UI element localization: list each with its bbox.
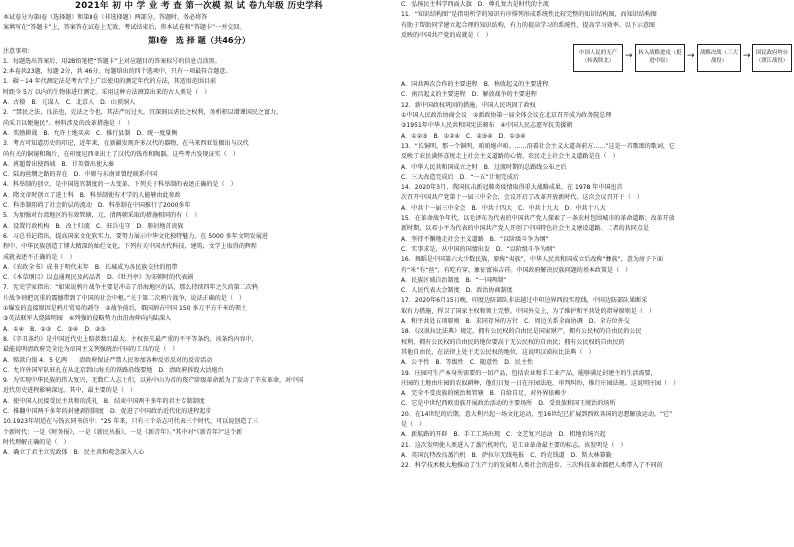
arrow-icon: → — [687, 51, 695, 62]
question-text-line: C．陆海丝绸之路的存在 D．中原与东南亚曾经联系中国 — [3, 171, 158, 179]
question-text-line: A．和平共处五项原则 B．求同存异的方针 C．周边关系全面协调 D．全方位外交 — [401, 318, 630, 326]
question-text-line: 有“米”有“丝”，有吃有穿，象征富裕吉祥。中国政府解决民族问题的基本政策是（ ） — [401, 266, 632, 274]
question-text-line: 8．《辛丑条约》是中国近代史上赔款数目最大、主权丧失最严重的不平等条约。该条约内容中， — [3, 335, 258, 343]
question-text-line: 个新时代：一是《时务报》，一是《新民丛报》，一是《新青年》。”其中对“《新青年》”这个新 — [3, 428, 243, 436]
question-text-line: 有助于帮助同学建立起合理的知识结构，有力的提高学习的系统性，提高学习效率。以下示意图 — [401, 21, 655, 29]
right-question-list-mid — [401, 80, 793, 471]
question-text-line: 时代理解正确的是（ ） — [3, 438, 70, 446]
question-text-line: 22．科学技术极大地推动了生产力的发展和人类社会的进步。三次科技革命都把人类带入了不同的 — [401, 462, 663, 470]
diagram-box: 战略决战（三大战役） — [697, 44, 741, 72]
question-text-line: 反映的中国共产党的成就是（ ） — [401, 31, 492, 39]
question-text-line: C．它是中世纪西欧贵族开展政治活动的主要场所 D．受贵族和国王统治的场所 — [401, 400, 616, 408]
question-text-line: C．弘扬民主科学西面大旗 D．尊孔复古是时代的主流 — [401, 1, 549, 8]
question-text-line: 16．舞蹈是中国第六大少数民族，原称“夷族”，中华人民共和国成立后改称“彝族”，意为房子下面 — [401, 256, 664, 264]
question-text-line: 最能说明清政府完全沦为帝国主义列强统治中国的工具的是（ ） — [3, 346, 179, 354]
diagram-box: 国民政府垮台（渡江战役） — [752, 44, 792, 72]
question-text-line: A．中共十一届三中全会 B．中共十四大 C．中共十九大 D．中共十八大 — [401, 204, 606, 212]
question-text-line: 20．在14世纪的后期，意大利兴起一场文化运动，至16世纪已扩展到西欧各国的思想解放运动。“它” — [401, 410, 673, 418]
question-text-line: C．人民代表大会制度 D．政治协商制度 — [401, 287, 513, 295]
question-text-line: A．班超曾出使西域 B．甘英曾出使大秦 — [3, 160, 115, 168]
right-question-list-top — [401, 0, 793, 41]
question-text-line: 尚采卫以便施民”。材料涉及的改革措施是（ ） — [3, 119, 134, 127]
question-text-line: 权利，拥有公民权的自由民的地位要高于无公民权的自由民；拥有公民权的自由民的 — [401, 338, 625, 346]
question-text-line: 10.1923年胡适在与钱玄同书信中：“25 年来，只有三个杂志可代表三个时代，可以说创造了三 — [3, 418, 259, 426]
question-text-line: 11．“知识结构图”是指用所学的知识有序排列形成系统性比较完整的知识结构图，而知识结构图 — [401, 11, 657, 19]
question-text-line: C．《本草纲目》以直通观民及药品者 D．《牡丹亭》为宋朝时的代表剧 — [3, 274, 194, 282]
question-text-line: 19．庄园可生产本身所需要的一切产品，包括农业和手工业产品，能够满足封建主的生活需要， — [401, 369, 657, 377]
question-text-line: C．允许外国军队驻扎在从北京到山海关的铁路沿线要地 D．清政府拆毁大沽炮台 — [3, 366, 224, 374]
question-text-line: C．实事求是，从中国的国情出发 D．“以阶级斗争为纲” — [401, 245, 556, 253]
question-text-line: A．英国瓦特改良蒸汽机 B．萨拉尔无线电报 C．约克钱道 D．斯大林幕勒 — [401, 451, 612, 459]
question-text-line: 其他自由民，在法律上处于无公民权的地位，这说明汉谟拉比法典（ ） — [401, 348, 595, 356]
question-text-line: A．使中国人民接受民主共和的洗礼 B．结束中国两千多年的君主专制制度 — [3, 397, 205, 405]
question-text-line: C．三大改造完成后 D．“一五”计划完成后 — [401, 173, 519, 181]
question-text-line: A．坚持不懈地走社会主义道路 B．“以阶级斗争为纲” — [401, 235, 549, 243]
question-text-line: 4．科举制的创立，是中国选官制度的一大变革。下列关于科举制的表述正确的是（ ） — [3, 181, 237, 189]
arrow-icon: → — [625, 51, 633, 62]
question-text-line: A．民族区域自治制度 B．“一国两制” — [401, 276, 507, 284]
question-text-line: 时距今 5万 以内的生物体进行测定。采用这种方法测算出来的古人类是（ ） — [3, 88, 211, 96]
question-text-line: 7．宪史学家指出：“如果说鸦片战争主要是冲击了沿海地区的话，那么持续四年之久的第二次鸦 — [3, 284, 258, 292]
question-text-line: A．公平性 B．等级性 C．随意性 D．民主性 — [401, 359, 534, 367]
question-text-line: 5．为加强对台湾地区的有效管辖，元、清两朝采取的措施相同的有（ ） — [3, 212, 201, 220]
question-text-line: A．中华人民共和国成立之时 B．过渡时期的总路线公布之后 — [401, 163, 567, 171]
question-text-line: 新时期，以邓小平为代表的中国共产党人开创了中国特色社会主义建设道路。二者的共同点是 — [401, 225, 649, 233]
question-text-line: C．推翻中国两千多年的封建剥削制度 D．促进了中国政治近代化的进程起步 — [3, 407, 212, 415]
question-text-line: 21．这次发明使人类进入了蒸汽机时代，是工业革命最主要的标志。该发明是（ ） — [401, 441, 627, 449]
question-text-line: ①爆发的直接原因是鸦片贸易的剥夺 ②战争前后，俄国割占中国 150 多万平方千米的领土 — [3, 305, 247, 313]
question-text-line: 庄园的土地由庄园的农奴耕种，他们日复一日在庄园法庭，审判纠纷，推行庄园法规。这说明庄园（ ） — [401, 379, 680, 387]
question-text-line: A．《农政全书》成书于明代末年 B．长城成为各民族交往的纽带 — [3, 263, 178, 271]
question-text-line: 9．为实现中华民族的伟大复兴，无数仁人志士们，以孙中山为首的资产阶级革命派为了发动了辛亥革命，对中国 — [3, 377, 304, 385]
left-question-list — [3, 47, 395, 459]
question-text-line: A．隋文帝时创立了进士科 B．科举制使有才学的人能够由此参政 — [3, 191, 181, 199]
question-text-line: 12．新中国政权巩固的措施，中国人民巩固了政权 — [401, 101, 536, 109]
exam-title: 2021年 初 中 学 业 考 查 第一次模 拟 试 卷九年级 历史学科 — [74, 1, 324, 11]
question-text-line: 14．2020年3月，我国抗击新冠肺炎疫情取得重大战略成果，在 1978 年中国也首 — [401, 184, 623, 192]
question-text-line: ①中国人民政治协商会议 ②新政协第一届全体会议在北京召开成为政务院总理 — [401, 112, 612, 120]
question-text-line: 尚有关的铜镜和陶片，在印度尼西亚出土了汉代的钱币和陶器。这些考古发现证实（ ） — [3, 150, 239, 158]
intro-line: 本试卷分为第Ⅰ卷（选择题）和第Ⅱ卷（非选择题）两部分。答题时，务必将答 — [3, 14, 208, 21]
knowledge-structure-diagram — [401, 42, 793, 78]
question-text-line: 反映了农民满怀喜悦走上社会主义道路的心情。农民走上社会主义道路是在（ ） — [401, 153, 619, 161]
question-text-line: 13．“长铜明，那一个铜明，咱咱炮声咱。……沿着社会主义大道奔前方……”这是一首歌颂的歌词，它 — [401, 142, 675, 150]
question-text-line: 次召开中国共产党第十一届三中全会，会议开启了改革开放新时代。这次会议召开于（ ） — [401, 194, 643, 202]
question-text-line: A．古猿 B．元谋人 C．北京人 D．山顶洞人 — [3, 99, 136, 107]
left-column — [3, 0, 395, 547]
question-text-line: A．奖励耕战 B．允许土地买卖 C．推行县制 D．统一度量衡 — [3, 129, 178, 137]
right-column — [401, 0, 793, 547]
question-text-line: ③英法联军大烧圆明园 ④列强的侵略势力由沿海伸向内陆深入 — [3, 315, 172, 323]
question-text-line: 15．在革命战争年代，以毛泽东为代表的中国共产党人探索了一条农村包围城市的革命道路；改革开放 — [401, 215, 675, 223]
question-text-line: C．科举制阻碍了社会阶层的流动 D．科举制在中国推行了2000多年 — [3, 202, 191, 210]
diagram-box: 转入战略进攻（挺进中原） — [635, 44, 685, 72]
question-text-line: 程中，中华民族创造了博大精深的灿烂文化。下列有关中国古代科技、建筑、文学上取得的辉煌 — [3, 243, 257, 251]
question-text-line: A．确立了君主立宪政体 B．民主共和观念深入人心 — [3, 449, 145, 457]
question-text-line: ③1951年中华人民共和国宪法颁布 ④中国人民志愿军抗美援朝 — [401, 122, 573, 130]
question-text-line: A．①④ B．②③ C．③④ D．②③ — [3, 325, 106, 333]
diagram-box: 中国人民的无产（转战陕北） — [573, 44, 623, 72]
question-text-line: 18．《汉谟拉比法典》规定，拥有公民权的自由民是国家财产，拥有公民权的自由民的公民 — [401, 328, 642, 336]
question-text-line: A．①②③ B．①②④ C．②③④ D．①③④ — [401, 132, 526, 140]
question-text-line: A．设置行政机构 B．改土归流 C．驻兵屯守 D．册封地首贵族 — [3, 222, 184, 230]
question-text-line: 取有力措施，捍卫了国家主权和领土完整。中国外交上，为了维护和平共处的指导原则是（ ） — [401, 307, 655, 315]
question-text-line: 17．2020年6月15日晚，印度边防部队非法越过中印边界西段实控线，中国边防部队果断采 — [401, 297, 648, 305]
question-text-line: 6．习总书记指出，提高国家文化软实力，要努力展示中华文化独特魅力。在 5000 多年文明发展进 — [3, 232, 268, 240]
question-text-line: 2.本卷共23题，每题 2分，共 46分。每题给出的四个选项中，只有一项最符合题意。 — [3, 68, 232, 76]
question-text-line: A．完全不受贵族的统治和管辖 B．自给自足，对外界依赖少 — [401, 390, 567, 398]
question-text-line: C．南昌起义的主要进程 D．解放战争的主要进程 — [401, 91, 537, 99]
question-text-line: 2．“禁民之法，良法也，克法之令也，其法严厉过火，宜深刻以虐民之权利，务析积以增课国民之富力， — [3, 109, 283, 117]
arrow-icon: → — [743, 51, 751, 62]
question-text-line: A．赔款白银 4．5 亿两 清政府保证严禁人民参加各种反帝反对的反帝活动 — [3, 356, 213, 364]
intro-line: 案填写在“答题卡”上，答案答在试卷上无效。考试结束后，将本试卷和“答题卡”一并交回。 — [3, 24, 246, 32]
section-title: 第Ⅰ卷 选 择 题（共46分） — [147, 34, 251, 45]
question-text-line: 3．考古可知道历史的印记，近年来，在新疆发现许多汉代的器物，在马来西亚发掘出与汉代 — [3, 140, 249, 148]
question-text-line: 1．碳－14 年代测定法是考古学上广泛使用的测定年代的方法，其适用范围目前 — [3, 78, 217, 86]
question-text-line: A．新航路的开辟 B．手工工场出现 C．文艺复兴运动 D．租地农场兴起 — [401, 431, 606, 439]
question-text-line: 1．每题选出答案后，用2B铅笔把“答题卡”上对应题目的答案标号的信息点涂黑。 — [3, 57, 221, 65]
question-text-line: 近代历史进程影响深远。其中，最主要的是（ ） — [3, 387, 137, 395]
question-text-line: 成就表述不正确的是（ ） — [3, 253, 76, 261]
question-text-line: 注意事项： — [3, 47, 34, 55]
question-text-line: 片战争则把沉重的震撼带到了中国的社会中枢。”关于第二次鸦片战争，说法正确的是（ ） — [3, 294, 245, 302]
question-text-line: 是（ ） — [401, 420, 426, 428]
question-text-line: A．国共两次合作的主要进程 B．秋收起义的主要进程 — [401, 81, 549, 89]
